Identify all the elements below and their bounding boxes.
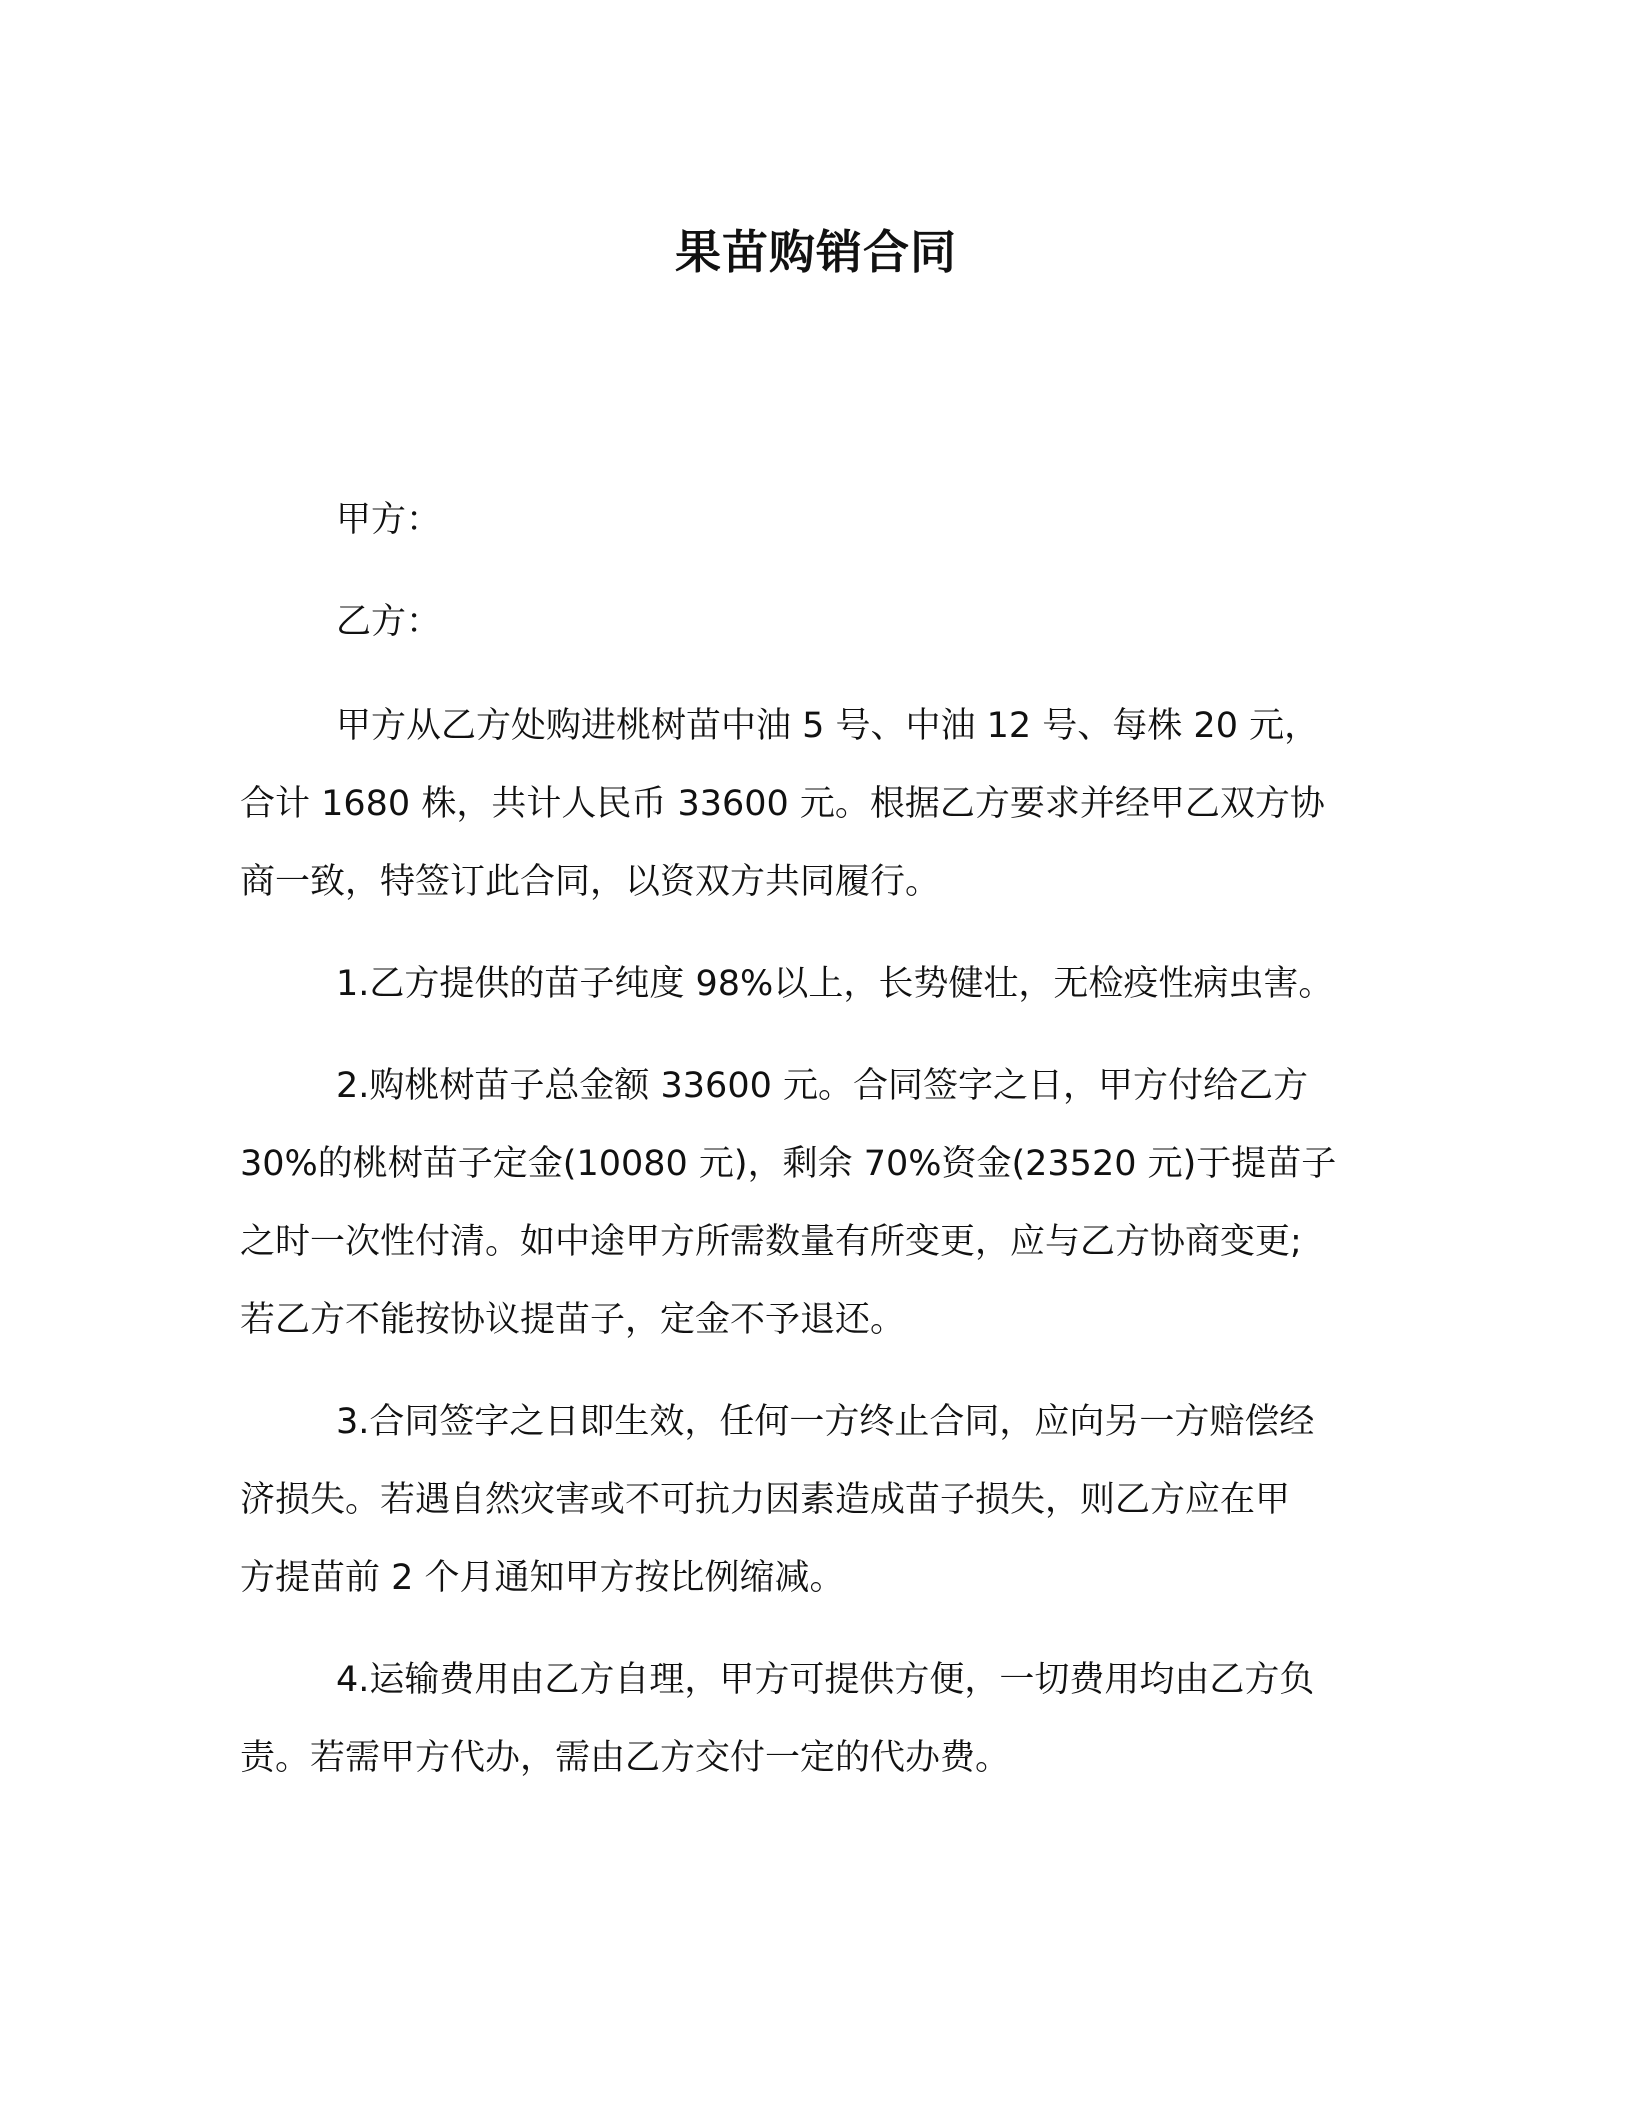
intro-line: 商一致，特签订此合同，以资双方共同履行。 xyxy=(240,862,941,902)
clause-2-line: 30%的桃树苗子定金(10080 元)，剩余 70%资金(23520 元)于提苗子 xyxy=(240,1144,1337,1184)
party-b-label: 乙方： xyxy=(336,602,442,642)
intro-line: 甲方从乙方处购进桃树苗中油 5 号、中油 12 号、每株 20 元， xyxy=(336,706,1320,746)
clause-3-line: 方提苗前 2 个月通知甲方按比例缩减。 xyxy=(240,1558,845,1598)
clause-2-line: 之时一次性付清。如中途甲方所需数量有所变更，应与乙方协商变更; xyxy=(240,1222,1302,1262)
clause-4-line: 4.运输费用由乙方自理，甲方可提供方便，一切费用均由乙方负 xyxy=(336,1660,1315,1700)
clause-1-line: 1.乙方提供的苗子纯度 98%以上，长势健壮，无检疫性病虫害。 xyxy=(336,964,1334,1004)
intro-line: 合计 1680 株，共计人民币 33600 元。根据乙方要求并经甲乙双方协 xyxy=(240,784,1325,824)
clause-2-line: 2.购桃树苗子总金额 33600 元。合同签字之日，甲方付给乙方 xyxy=(336,1066,1308,1106)
clause-4-line: 责。若需甲方代办，需由乙方交付一定的代办费。 xyxy=(240,1738,1011,1778)
clause-2-line: 若乙方不能按协议提苗子，定金不予退还。 xyxy=(240,1300,906,1340)
party-a-label: 甲方： xyxy=(336,500,442,540)
clause-3-line: 3.合同签字之日即生效，任何一方终止合同，应向另一方赔偿经 xyxy=(336,1402,1315,1442)
document-title: 果苗购销合同 xyxy=(675,225,957,279)
clause-3-line: 济损失。若遇自然灾害或不可抗力因素造成苗子损失，则乙方应在甲 xyxy=(240,1480,1291,1520)
